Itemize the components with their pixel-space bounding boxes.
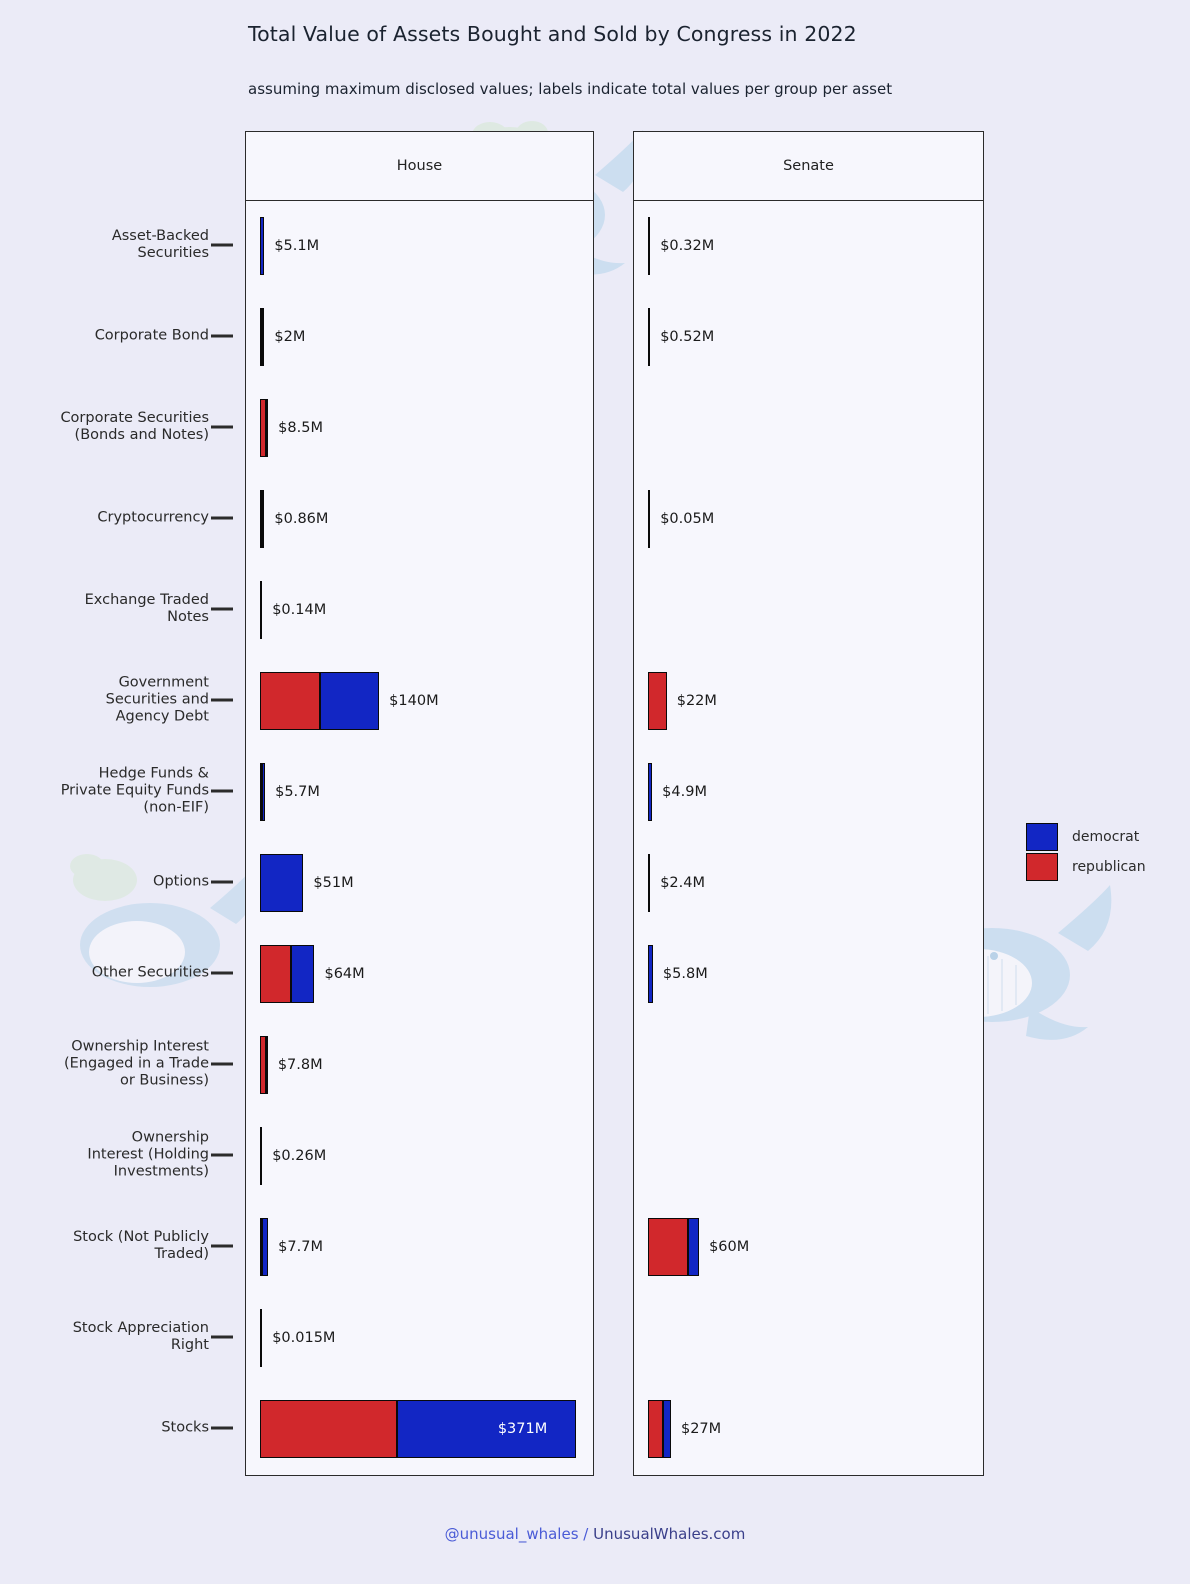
bar-group bbox=[634, 1036, 983, 1094]
category-label: Stocks bbox=[161, 1419, 209, 1436]
category-label: Stock Appreciation Right bbox=[72, 1320, 209, 1354]
category-label: Stock (Not Publicly Traded) bbox=[73, 1229, 209, 1263]
bar-group bbox=[246, 581, 593, 639]
footer-separator: / bbox=[578, 1525, 594, 1543]
bar-value-label: $2M bbox=[274, 328, 306, 345]
bar-group bbox=[246, 945, 593, 1003]
bar-segment-democrat bbox=[266, 399, 268, 457]
bar-segment-republican bbox=[648, 1218, 688, 1276]
bar-group bbox=[634, 490, 983, 548]
bar-value-label: $51M bbox=[313, 875, 354, 892]
category-tick bbox=[211, 881, 233, 884]
bar-group bbox=[634, 1127, 983, 1185]
bar-segment-democrat bbox=[262, 1218, 268, 1276]
bar-segment-democrat bbox=[648, 308, 650, 366]
category-tick bbox=[211, 243, 233, 246]
bar-segment-democrat bbox=[260, 854, 303, 912]
category-tick bbox=[211, 1245, 233, 1248]
panel-senate-title: Senate bbox=[634, 132, 983, 201]
bar-value-label: $4.9M bbox=[662, 783, 707, 800]
bar-value-label: $27M bbox=[680, 1421, 722, 1438]
bar-value-label: $22M bbox=[676, 692, 717, 709]
bar-group bbox=[634, 308, 983, 366]
bar-value-label: $7.8M bbox=[277, 1057, 323, 1074]
bar-group bbox=[246, 854, 593, 912]
bar-segment-democrat bbox=[648, 763, 652, 821]
bar-segment-democrat bbox=[260, 581, 262, 639]
category-label: Hedge Funds & Private Equity Funds (non-EIF) bbox=[60, 765, 209, 816]
bars-house bbox=[246, 200, 593, 1475]
bar-value-label: $60M bbox=[709, 1239, 750, 1256]
bar-value-label: $0.14M bbox=[272, 601, 327, 618]
bar-group bbox=[246, 399, 593, 457]
bar-segment-republican bbox=[260, 672, 320, 730]
bar-segment-republican bbox=[648, 1400, 663, 1458]
legend-label-republican: republican bbox=[1072, 859, 1146, 875]
bar-segment-democrat bbox=[688, 1218, 699, 1276]
bar-group bbox=[634, 399, 983, 457]
category-tick bbox=[211, 972, 233, 975]
bar-group bbox=[634, 1309, 983, 1367]
bar-value-label: $64M bbox=[324, 966, 365, 983]
bar-segment-republican bbox=[260, 1400, 397, 1458]
bar-group bbox=[246, 672, 593, 730]
bar-segment-democrat bbox=[260, 1127, 262, 1185]
bars-senate bbox=[634, 200, 983, 1475]
bar-segment-democrat bbox=[648, 854, 650, 912]
bar-value-label: $2.4M bbox=[660, 875, 705, 892]
category-label: Ownership Interest (Holding Investments) bbox=[87, 1129, 209, 1180]
bar-group bbox=[246, 1309, 593, 1367]
category-label: Other Securities bbox=[91, 964, 209, 981]
bar-value-label: $0.05M bbox=[660, 510, 715, 527]
bar-group bbox=[246, 763, 593, 821]
legend bbox=[1026, 822, 1146, 882]
category-tick bbox=[211, 789, 233, 792]
category-label: Government Securities and Agency Debt bbox=[105, 674, 209, 725]
category-label: Corporate Bond bbox=[94, 327, 209, 344]
legend-item-republican bbox=[1026, 852, 1146, 882]
bar-group bbox=[246, 308, 593, 366]
category-tick bbox=[211, 698, 233, 701]
bar-group bbox=[634, 581, 983, 639]
category-tick bbox=[211, 1154, 233, 1157]
bar-group bbox=[246, 1127, 593, 1185]
bar-segment-democrat bbox=[260, 1309, 262, 1367]
bar-group bbox=[634, 1400, 983, 1458]
bar-group bbox=[634, 217, 983, 275]
category-tick bbox=[211, 1336, 233, 1339]
bar-value-label: $371M bbox=[497, 1421, 548, 1438]
footer-site[interactable]: UnusualWhales.com bbox=[593, 1525, 746, 1543]
bar-value-label: $0.86M bbox=[274, 510, 329, 527]
bar-segment-democrat bbox=[266, 1036, 268, 1094]
category-tick bbox=[211, 425, 233, 428]
chart-subtitle: assuming maximum disclosed values; labels indicate total values per group per asset bbox=[248, 80, 893, 98]
bar-segment-democrat bbox=[648, 490, 650, 548]
panel-house bbox=[245, 131, 594, 1476]
category-label: Corporate Securities (Bonds and Notes) bbox=[60, 409, 209, 443]
bar-value-label: $7.7M bbox=[278, 1239, 323, 1256]
bar-segment-democrat bbox=[262, 308, 264, 366]
bar-group bbox=[634, 1218, 983, 1276]
bar-segment-democrat bbox=[291, 945, 315, 1003]
legend-swatch-republican bbox=[1026, 853, 1058, 881]
bar-segment-democrat bbox=[260, 217, 264, 275]
category-tick bbox=[211, 1063, 233, 1066]
category-label: Exchange Traded Notes bbox=[84, 591, 209, 625]
bar-value-label: $8.5M bbox=[278, 419, 323, 436]
category-tick bbox=[211, 607, 233, 610]
category-axis bbox=[0, 131, 245, 1476]
bar-value-label: $0.52M bbox=[660, 328, 715, 345]
bar-segment-democrat bbox=[262, 763, 265, 821]
bar-segment-democrat bbox=[397, 1400, 576, 1458]
bar-value-label: $5.1M bbox=[274, 237, 320, 254]
bar-group bbox=[634, 672, 983, 730]
category-label: Options bbox=[153, 873, 209, 890]
bar-group bbox=[634, 763, 983, 821]
chart-title: Total Value of Assets Bought and Sold by Congress in 2022 bbox=[248, 22, 857, 46]
legend-swatch-democrat bbox=[1026, 823, 1058, 851]
bar-segment-democrat bbox=[262, 490, 264, 548]
bar-group bbox=[246, 1400, 593, 1458]
bar-segment-democrat bbox=[648, 945, 653, 1003]
category-label: Cryptocurrency bbox=[97, 509, 209, 526]
footer-credit bbox=[0, 1525, 1190, 1543]
bar-value-label: $0.015M bbox=[272, 1330, 336, 1347]
bar-group bbox=[246, 217, 593, 275]
legend-label-democrat: democrat bbox=[1072, 829, 1140, 845]
category-label: Ownership Interest (Engaged in a Trade or Business) bbox=[63, 1038, 209, 1089]
panel-house-title: House bbox=[246, 132, 593, 201]
bar-segment-democrat bbox=[663, 1400, 671, 1458]
bar-value-label: $5.7M bbox=[275, 783, 320, 800]
bar-value-label: $0.32M bbox=[660, 237, 715, 254]
panel-senate bbox=[633, 131, 984, 1476]
bar-group bbox=[634, 945, 983, 1003]
bar-value-label: $5.8M bbox=[662, 966, 708, 983]
bar-group bbox=[246, 490, 593, 548]
legend-item-democrat bbox=[1026, 822, 1146, 852]
bar-value-label: $140M bbox=[389, 692, 439, 709]
bar-segment-republican bbox=[648, 672, 667, 730]
bar-segment-republican bbox=[260, 945, 291, 1003]
bar-group bbox=[634, 854, 983, 912]
footer-handle[interactable]: @unusual_whales bbox=[444, 1525, 579, 1543]
bar-segment-democrat bbox=[648, 217, 650, 275]
category-tick bbox=[211, 334, 233, 337]
bar-group bbox=[246, 1036, 593, 1094]
bar-group bbox=[246, 1218, 593, 1276]
category-tick bbox=[211, 1427, 233, 1430]
category-tick bbox=[211, 516, 233, 519]
bar-value-label: $0.26M bbox=[272, 1148, 327, 1165]
category-label: Asset-Backed Securities bbox=[111, 227, 209, 261]
bar-segment-democrat bbox=[320, 672, 379, 730]
